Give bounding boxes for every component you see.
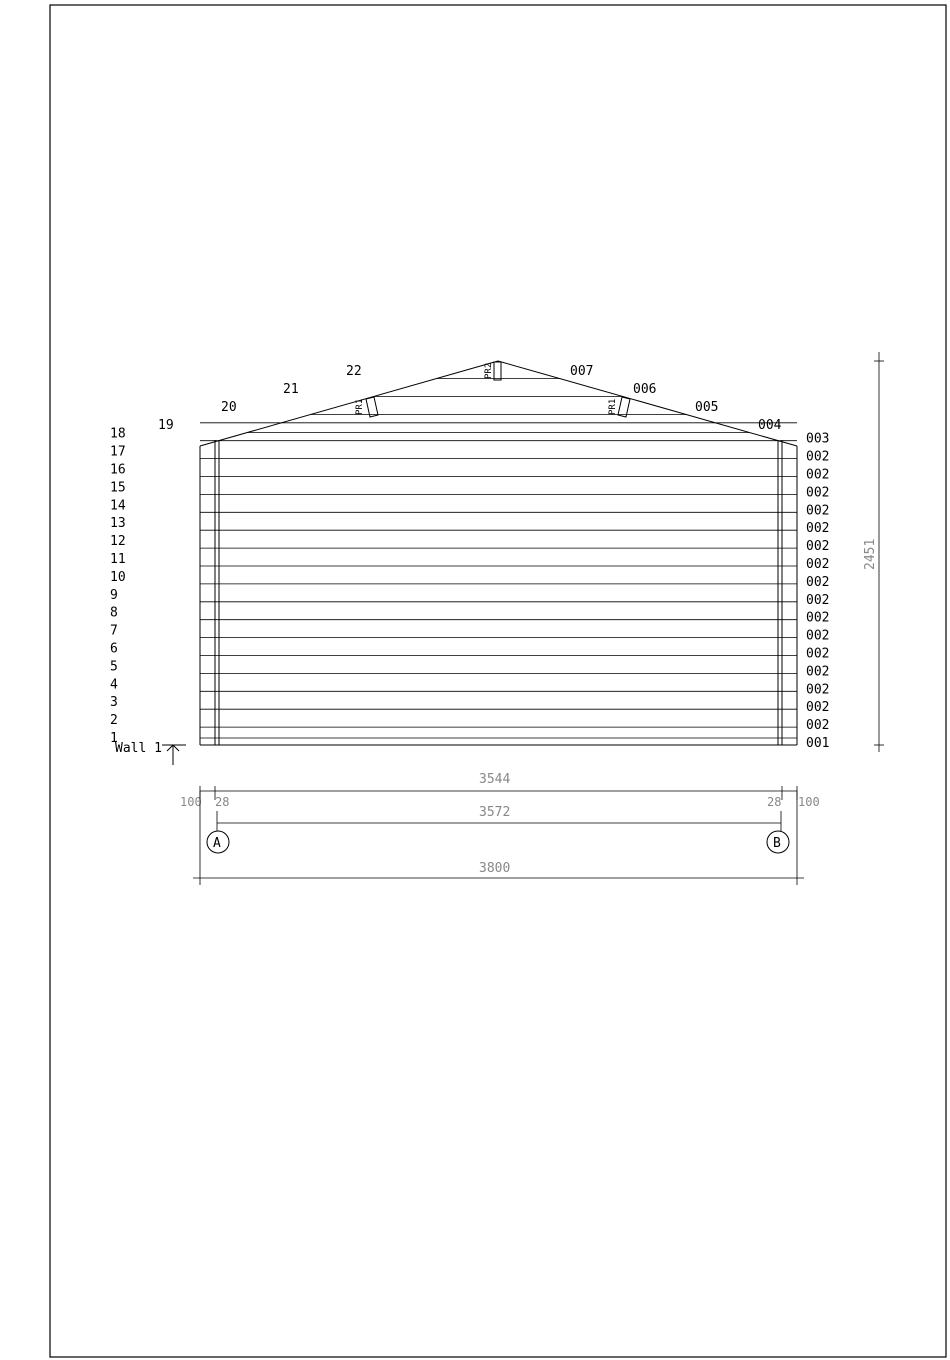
gable-number-22: 22 <box>346 364 362 379</box>
log-course-lines <box>200 423 797 738</box>
log-code: 002 <box>806 664 830 680</box>
outer-width-label: 3800 <box>479 861 511 876</box>
log-code: 002 <box>806 557 830 572</box>
log-code: 001 <box>806 736 830 751</box>
roof-slope-right <box>498 361 797 446</box>
log-code: 002 <box>806 503 830 519</box>
gable-code-007: 007 <box>570 364 594 379</box>
gable-code-005: 005 <box>695 400 719 415</box>
purlin-left-label: PR1 <box>355 398 365 415</box>
gable-course-lines <box>247 379 749 433</box>
wall-label: Wall 1 <box>115 741 162 756</box>
log-code: 003 <box>806 431 830 447</box>
log-code: 002 <box>806 646 830 662</box>
axis-marker-a-label: A <box>213 836 221 851</box>
gable-number-19: 19 <box>158 418 174 433</box>
gable-code-004: 004 <box>758 418 782 433</box>
log-number: 6 <box>110 641 118 657</box>
log-number: 8 <box>110 605 118 621</box>
log-code: 002 <box>806 718 830 734</box>
log-code: 002 <box>806 485 830 501</box>
log-code: 002 <box>806 628 830 644</box>
purlin-ridge-label: PR2 <box>484 362 494 379</box>
log-number: 15 <box>110 480 126 496</box>
gable-code-006: 006 <box>633 382 657 397</box>
log-code: 002 <box>806 592 830 608</box>
log-number: 17 <box>110 444 126 460</box>
log-number: 5 <box>110 659 118 675</box>
sheet-frame <box>50 5 946 1357</box>
log-code: 002 <box>806 521 830 537</box>
purlin-left <box>366 397 378 417</box>
right-overhang-label: 100 <box>798 795 820 809</box>
log-number: 11 <box>110 552 126 567</box>
wall-body <box>200 361 797 745</box>
log-number: 14 <box>110 498 126 514</box>
axis-width-label: 3572 <box>479 805 511 820</box>
purlin-right-label: PR1 <box>608 398 618 415</box>
log-number: 18 <box>110 426 126 442</box>
log-code: 002 <box>806 610 830 626</box>
purlin-ridge <box>494 362 501 380</box>
purlin-right <box>618 397 630 417</box>
inner-width-dimension <box>200 786 797 800</box>
log-code: 002 <box>806 539 830 555</box>
right-log-codes <box>806 432 829 751</box>
log-number: 7 <box>110 623 118 639</box>
gable-number-21: 21 <box>283 382 299 397</box>
log-code: 002 <box>806 700 830 716</box>
view-direction-arrow <box>162 745 186 765</box>
log-number: 9 <box>110 587 118 603</box>
log-number: 2 <box>110 713 118 729</box>
log-number: 4 <box>110 677 118 693</box>
log-code: 002 <box>806 574 830 590</box>
gable-number-20: 20 <box>221 400 237 415</box>
right-offset-label: 28 <box>767 795 782 809</box>
log-number: 12 <box>110 534 126 550</box>
log-number: 16 <box>110 462 126 478</box>
log-number: 1 <box>110 731 118 746</box>
axis-marker-b-label: B <box>773 836 781 851</box>
log-number: 13 <box>110 516 126 532</box>
log-code: 002 <box>806 467 830 483</box>
left-log-numbers <box>110 427 126 746</box>
left-overhang-label: 100 <box>180 795 202 809</box>
log-number: 3 <box>110 695 118 711</box>
left-offset-label: 28 <box>215 795 230 809</box>
inner-width-label: 3544 <box>479 772 511 787</box>
log-code: 002 <box>806 449 830 465</box>
height-dimension-label: 2451 <box>863 538 878 570</box>
log-number: 10 <box>110 569 126 585</box>
log-code: 002 <box>806 682 830 698</box>
